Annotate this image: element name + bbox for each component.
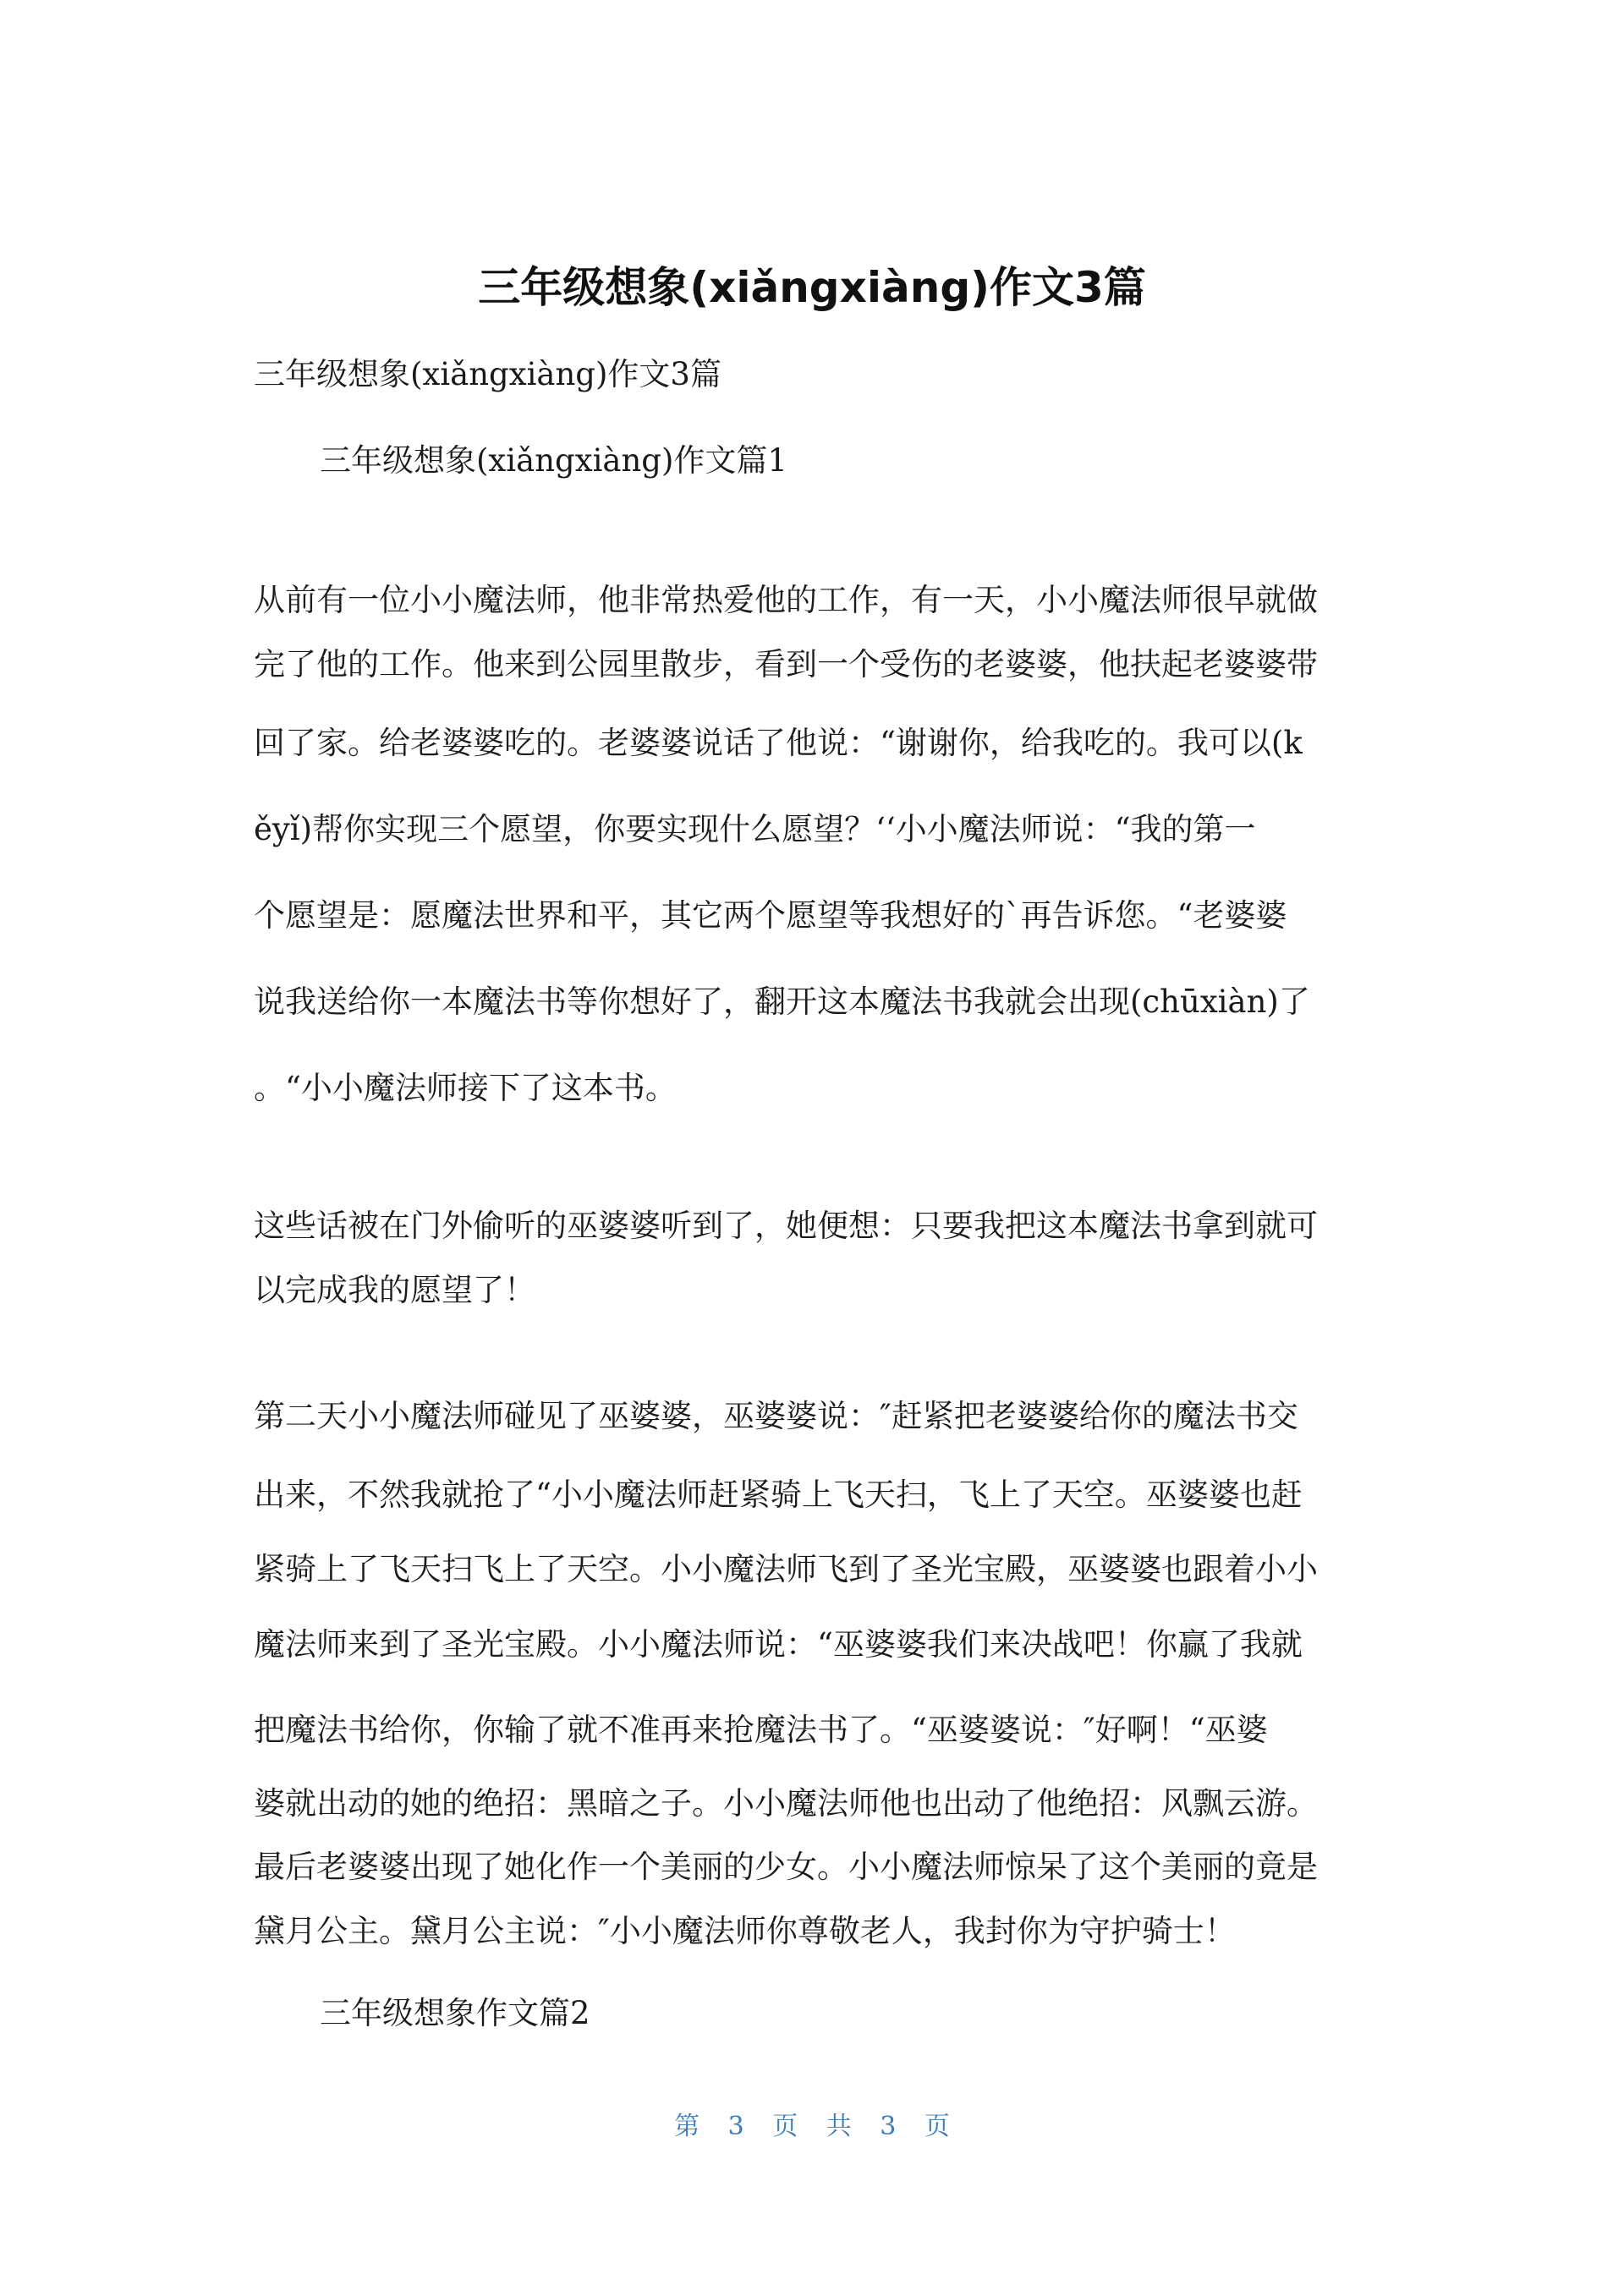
paragraph-line: 这些话被在门外偷听的巫婆婆听到了，她便想：只要我把这本魔法书拿到就可	[254, 1208, 1318, 1244]
section2-heading: 三年级想象作文篇2	[320, 1995, 590, 2031]
section1-heading: 三年级想象(xiǎngxiàng)作文篇1	[320, 442, 787, 479]
paragraph-line: 完了他的工作。他来到公园里散步，看到一个受伤的老婆婆，他扶起老婆婆带	[254, 646, 1318, 682]
page-indicator: 第 3 页 共 3 页	[674, 2112, 950, 2141]
paragraph-line: 黛月公主。黛月公主说：″小小魔法师你尊敬老人，我封你为守护骑士！	[254, 1913, 1236, 1949]
paragraph-line: 。“小小魔法师接下了这本书。	[254, 1070, 677, 1106]
paragraph-line: 从前有一位小小魔法师，他非常热爱他的工作，有一天，小小魔法师很早就做	[254, 582, 1318, 618]
paragraph-line: 紧骑上了飞天扫飞上了天空。小小魔法师飞到了圣光宝殿，巫婆婆也跟着小小	[254, 1551, 1318, 1587]
document-subtitle: 三年级想象(xiǎngxiàng)作文3篇	[254, 356, 721, 392]
paragraph-line: 第二天小小魔法师碰见了巫婆婆，巫婆婆说：″赶紧把老婆婆给你的魔法书交	[254, 1398, 1298, 1434]
paragraph-line: 把魔法书给你，你输了就不准再来抢魔法书了。“巫婆婆说：″好啊！“巫婆	[254, 1712, 1268, 1748]
paragraph-line: 婆就出动的她的绝招：黑暗之子。小小魔法师他也出动了他绝招：风飘云游。	[254, 1785, 1318, 1822]
paragraph-line: 最后老婆婆出现了她化作一个美丽的少女。小小魔法师惊呆了这个美丽的竟是	[254, 1849, 1318, 1885]
paragraph-line: 出来，不然我就抢了“小小魔法师赶紧骑上飞天扫，飞上了天空。巫婆婆也赶	[254, 1477, 1303, 1513]
paragraph-line: ěyǐ)帮你实现三个愿望，你要实现什么愿望？‘‘小小魔法师说：“我的第一	[254, 811, 1256, 847]
paragraph-line: 以完成我的愿望了！	[254, 1272, 535, 1308]
paragraph-line: 个愿望是：愿魔法世界和平，其它两个愿望等我想好的`再告诉您。“老婆婆	[254, 897, 1287, 934]
paragraph-line: 魔法师来到了圣光宝殿。小小魔法师说：“巫婆婆我们来决战吧！你赢了我就	[254, 1626, 1303, 1663]
paragraph-line: 说我送给你一本魔法书等你想好了，翻开这本魔法书我就会出现(chūxiàn)了	[254, 984, 1310, 1020]
document-title: 三年级想象(xiǎngxiàng)作文3篇	[478, 263, 1146, 312]
paragraph-line: 回了家。给老婆婆吃的。老婆婆说话了他说：“谢谢你，给我吃的。我可以(k	[254, 725, 1303, 761]
